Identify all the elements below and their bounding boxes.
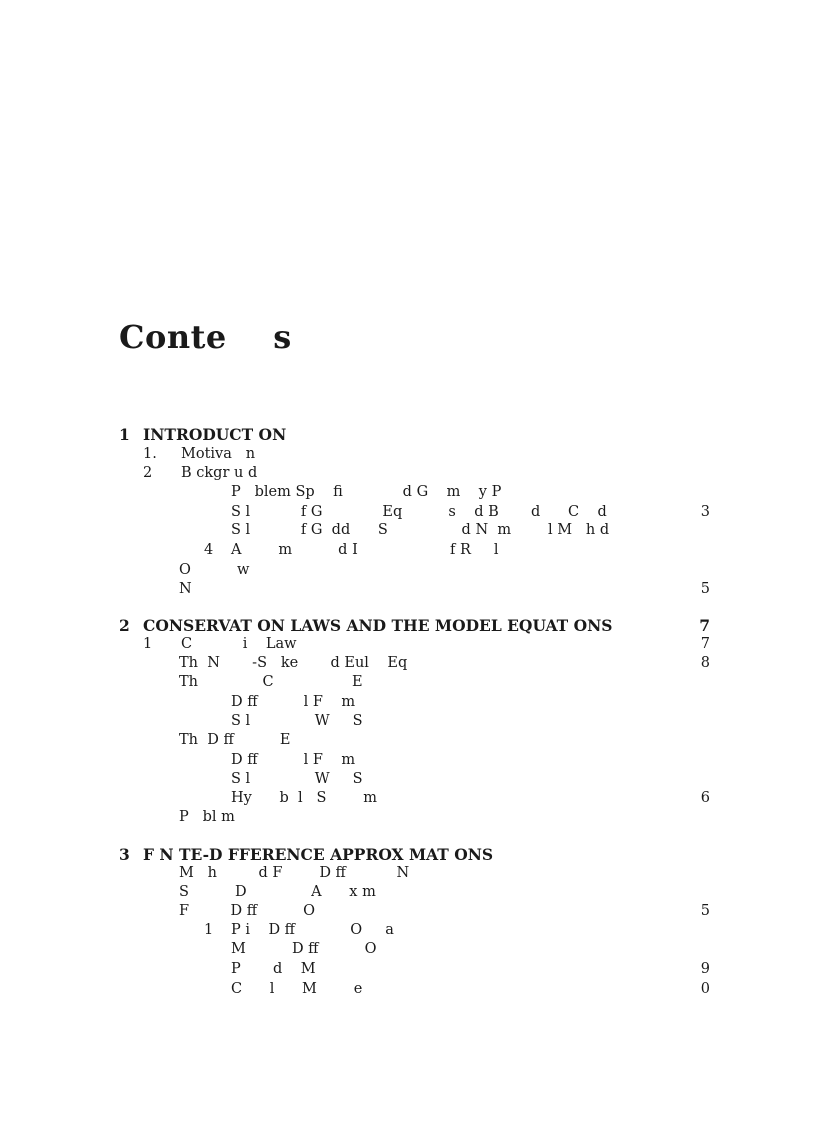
toc-entry-number: 2 [119,616,130,635]
toc-chapter [0,425,816,444]
toc-entry-title: Hy b l S m [231,790,378,806]
toc-entry-number: 1. [143,446,157,462]
toc-entry [0,693,816,712]
toc-entry-title: CONSERVAT ON LAWS AND THE MODEL EQUAT ONS [143,616,613,635]
toc-entry-title: P blem Sp fi d G m y P [231,484,502,500]
toc-entry-title: O w [179,562,250,578]
toc-entry [0,789,816,808]
toc-entry-title: Th N -S ke d Eul Eq [179,655,408,671]
toc-entry [0,960,816,979]
toc-entry-title: Th C E [179,674,363,690]
toc-entry-page: 5 [700,581,710,597]
toc-entry-title: F N TE-D FFERENCE APPROX MAT ONS [143,845,494,864]
toc-entry [0,883,816,902]
toc-entry [0,940,816,959]
toc-entry [0,864,816,883]
toc-entry-title: B ckgr u d [181,465,258,481]
toc-entry [0,561,816,580]
toc-entry-title: Th D ff E [179,732,291,748]
toc-entry [0,808,816,827]
toc-entry-title: N [179,581,192,597]
toc-entry-title: P d M [231,961,316,977]
toc-entry-title: F D ff O [179,903,316,919]
toc-entry-number: 4 [204,542,214,558]
toc-entry-title: D ff l F m [231,694,356,710]
toc-entry-page: 9 [700,961,710,977]
toc-entry-number: 1 [204,922,214,938]
toc-entry-page: 6 [700,790,710,806]
toc-entry [0,921,816,940]
toc-entry-page: 0 [700,981,710,997]
toc-entry [0,521,816,540]
toc-entry-title: C l M e [231,981,363,997]
toc-entry-title: M D ff O [231,941,377,957]
toc-entry [0,902,816,921]
toc-entry [0,445,816,464]
toc-entry [0,654,816,673]
toc-entry-title: M h d F D ff N [179,865,410,881]
toc-entry [0,770,816,789]
toc-entry-number: 1 [143,636,153,652]
page-title: Conte s [119,318,292,356]
toc-entry-page: 3 [700,504,710,520]
toc-entry-title: S l W S [231,713,363,729]
toc-entry-title: S D A x m [179,884,376,900]
toc-entry-title: D ff l F m [231,752,356,768]
toc-entry [0,541,816,560]
toc-entry [0,980,816,999]
toc-entry [0,712,816,731]
toc-entry-title: Motiva n [181,446,256,462]
toc-entry-number: 1 [119,425,130,444]
toc-entry-page: 8 [700,655,710,671]
toc-entry [0,503,816,522]
toc-entry [0,483,816,502]
toc-entry-page: 7 [700,636,710,652]
toc-entry [0,580,816,599]
toc-entry-title: P i D ff O a [231,922,394,938]
toc-entry-title: A m d I f R l [231,542,499,558]
toc-entry-title: P bl m [179,809,235,825]
toc-entry-title: S l f G Eq s d B d C d [231,504,607,520]
toc-chapter [0,845,816,864]
toc-entry [0,635,816,654]
toc-entry [0,464,816,483]
toc-entry [0,751,816,770]
toc-entry [0,673,816,692]
toc-entry-title: INTRODUCT ON [143,425,287,444]
toc-entry-page: 5 [700,903,710,919]
toc-entry-number: 3 [119,845,130,864]
toc-entry-title: S l W S [231,771,363,787]
toc-chapter [0,616,816,635]
toc-entry-title: S l f G dd S d N m l M h d [231,522,610,538]
toc-entry-title: C i Law [181,636,297,652]
toc-entry [0,731,816,750]
toc-entry-page: 7 [699,616,710,635]
toc-entry-number: 2 [143,465,153,481]
